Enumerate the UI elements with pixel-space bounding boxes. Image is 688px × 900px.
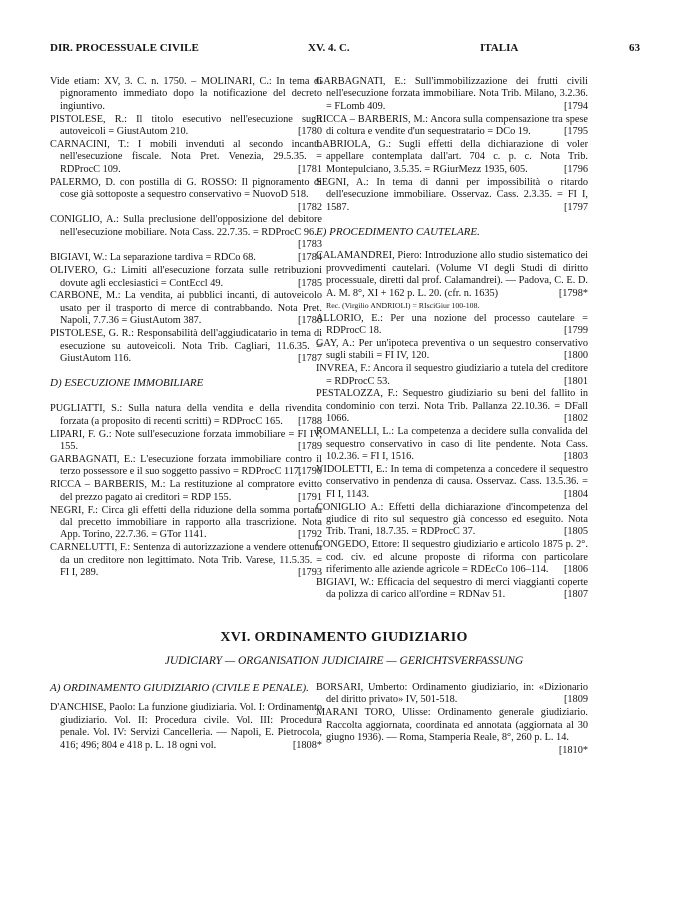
- page-number: 63: [629, 42, 640, 54]
- right-column-top: [316, 76, 588, 602]
- entry-number: [1793: [297, 567, 322, 579]
- bibliography-entry: [50, 403, 322, 428]
- entry-number: [1783: [297, 239, 322, 251]
- entry-text: CONIGLIO A.: Effetti della dichiarazione d'incompetenza del giudice di rito sul sequestro già concesso ed eseguito. Nota Trib. Trani, 18.7.35. = RDProcC 37.: [316, 501, 588, 538]
- bibliography-entry: [50, 76, 322, 113]
- entry-text: GARBAGNATI, E.: Sull'immobilizzazione dei frutti civili nell'esecuzione forzata immobiliare. Nota Trib. Milano, 3.2.36. = FLomb 409.: [316, 76, 588, 112]
- entry-number: [1792: [297, 529, 322, 541]
- chapter-title: XVI. ORDINAMENTO GIUDIZIARIO: [220, 630, 468, 645]
- bibliography-entry: [316, 426, 588, 463]
- entry-text: CONIGLIO, A.: Sulla preclusione dell'opposizione del debitore nell'esecuzione mobiliare. Nota Cass. 22.7.35. = RDProcC 96.: [50, 214, 322, 238]
- entry-number: [1787: [297, 352, 322, 364]
- entry-text: CONGEDO, Ettore: Il sequestro giudiziario e articolo 1875 p. 2°. cod. civ. ed alcune proposte di riforma con particolare riferimento alle aziende agricole = RDEcCo 106–114.: [316, 539, 588, 576]
- bibliography-entry: [316, 388, 588, 425]
- header-country: ITALIA: [480, 42, 519, 54]
- entry-number: [1784: [297, 252, 322, 264]
- entry-text: PESTALOZZA, F.: Sequestro giudiziario su beni del fallito in condominio con terzi. Nota Trib. Pallanza 22.10.36. = DFall 1066.: [316, 388, 588, 425]
- bibliography-entry: [316, 707, 588, 757]
- bibliography-entry: [316, 363, 588, 388]
- entry-number: [1801: [563, 375, 588, 387]
- entry-number: [1803: [563, 450, 588, 462]
- entry-number: [1794: [563, 100, 588, 112]
- running-header: [50, 42, 640, 56]
- bibliography-entry: [316, 682, 588, 707]
- bibliography-entry: [316, 539, 588, 576]
- entry-text: VIDOLETTI, E.: In tema di competenza a concedere il sequestro conservativo in pendenza di causa. Osservaz. Cass. 13.5.36. = FI I, 1143.: [316, 463, 588, 500]
- bibliography-entry: [316, 76, 588, 113]
- entry-number: [1788: [297, 415, 322, 427]
- entry-text: Vide etiam: XV, 3. C. n. 1750. – MOLINARI, C.: In tema di pignoramento immediato dopo la notificazione del decreto ingiuntivo.: [50, 76, 322, 112]
- entry-text: GARBAGNATI, E.: L'esecuzione forzata immobiliare contro il terzo possessore e il suo soggetto passivo = RDProcC 117.: [50, 454, 322, 478]
- section-heading-d: D) ESECUZIONE IMMOBILIARE: [50, 377, 204, 389]
- entry-text: RICCA – BARBERIS, M.: La restituzione al compratore evitto del prezzo pagato ai creditori = RDP 155.: [50, 479, 322, 503]
- entry-text: PUGLIATTI, S.: Sulla natura della vendita e della rivendita forzata (a proposito di recenti scritti) = RDProcC 165.: [50, 403, 322, 427]
- bibliography-entry: [50, 177, 322, 214]
- entry-text: BIGIAVI, W.: La separazione tardiva = RDCo 68.: [50, 252, 256, 264]
- entry-number: [1780: [297, 126, 322, 138]
- entry-text: PALERMO, D. con postilla di G. ROSSO: Il pignoramento di cose già sottoposte a sequestro conservativo = NuovoD 518.: [50, 176, 322, 201]
- bibliography-entry: [50, 139, 322, 176]
- entry-text: RICCA – BARBERIS, M.: Ancora sulla compensazione tra spese di coltura e vendite d'un sequestratario = DCo 19.: [316, 113, 588, 138]
- bibliography-entry: [50, 505, 322, 542]
- bibliography-entry: [50, 252, 322, 264]
- bibliography-entry: [316, 464, 588, 501]
- entry-text: NEGRI, F.: Circa gli effetti della riduzione della somma portata dal precetto immobiliare in rapporto alla trascrizione. Nota App. Torino, 22.7.36. = GTor 1141.: [50, 504, 322, 541]
- entry-number: [1800: [563, 350, 588, 362]
- entry-text: MARANI TORO, Ulisse: Ordinamento generale giudiziario. Raccolta aggiornata, coordinata ed annotata (aggiornata al 30 giugno 1936). — Roma, Stamperia Reale, 8°, 260 p. L. 14.: [316, 707, 588, 744]
- chapter-subtitle: JUDICIARY — ORGANISATION JUDICIAIRE — GERICHTSVERFASSUNG: [164, 655, 524, 667]
- bibliography-entry: [316, 250, 588, 300]
- bibliography-entry: [50, 542, 322, 579]
- right-column-section-a: [316, 682, 588, 757]
- bibliography-entry: [50, 328, 322, 365]
- entry-number: [1802: [563, 413, 588, 425]
- left-column-section-d: [50, 377, 322, 580]
- entry-text: BIGIAVI, W.: Efficacia del sequestro di merci viaggianti coperte da polizza di carico all'ordine = RDNav 51.: [316, 577, 588, 601]
- bibliography-entry: [50, 265, 322, 290]
- bibliography-entry: [50, 429, 322, 454]
- bibliography-entry: [316, 114, 588, 139]
- entry-number: [1797: [563, 201, 588, 213]
- entry-number: [1804: [563, 488, 588, 500]
- left-column-top: [50, 76, 322, 366]
- entry-number: [1796: [563, 163, 588, 175]
- left-column-section-a: [50, 682, 322, 753]
- entry-text: PISTOLESE, G. R.: Responsabilità dell'aggiudicatario in tema di esecuzione su autoveicoli. Nota Trib. Cagliari, 11.6.35. = GiustAutom 116.: [50, 328, 322, 364]
- entry-text: CALAMANDREI, Piero: Introduzione allo studio sistematico dei provvedimenti cautelari. (Volume VI degli Studi di diritto processuale, diretti dal prof. Calamandrei). — Padova, C. E. D. A. M. 8°, XI + 162 p. L. 20. (cfr. n. 1635): [316, 250, 588, 299]
- entry-number: [1807: [563, 589, 588, 601]
- bibliography-entry: [50, 214, 322, 251]
- entry-number: [1790: [297, 466, 322, 478]
- entry-number: [1785: [297, 277, 322, 289]
- bibliography-entry: [50, 702, 322, 752]
- bibliography-entry: [50, 479, 322, 504]
- entry-text: SEGNI, A.: In tema di danni per impossibilità o ritardo dell'esecuzione immobiliare. Osservaz. Cass. 2.3.35. = FI I, 1587.: [316, 176, 588, 213]
- bibliography-entry: [316, 338, 588, 363]
- entry-text: BORSARI, Umberto: Ordinamento giudiziario, in: «Dizionario del diritto privato» IV, 501-518.: [316, 682, 588, 706]
- entry-number: [1786: [297, 315, 322, 327]
- entry-text: ROMANELLI, L.: La competenza a decidere sulla convalida del sequestro conservativo in caso di lite pendente. Nota Cass. 10.2.36. = FI I, 1516.: [316, 426, 588, 462]
- header-code: XV. 4. C.: [308, 42, 350, 54]
- entry-number: [1810*: [558, 744, 588, 756]
- bibliography-entry: [50, 454, 322, 479]
- entry-text: LABRIOLA, G.: Sugli effetti della dichiarazione di voler appellare contemplata dall'art. 704 c. p. c. Nota Trib. Montepulciano, 3.5.35. = RGiurMezz 1935, 605.: [316, 139, 588, 175]
- entry-text: ALLORIO, E.: Per una nozione del processo cautelare = RDProcC 18.: [316, 312, 588, 336]
- entry-text: INVREA, F.: Ancora il sequestro giudiziario a tutela del creditore = RDProcC 53.: [316, 363, 588, 387]
- entry-number: [1806: [563, 564, 588, 576]
- entry-number: [1805: [563, 526, 588, 538]
- entry-number: [1798*: [558, 287, 588, 299]
- bibliography-entry: [316, 177, 588, 214]
- entry-text: CARNACINI, T.: I mobili invenduti al secondo incanto nell'esecuzione fiscale. Nota Pret. Venezia, 29.5.35. = RDProcC 109.: [50, 139, 322, 175]
- section-heading-e: E) PROCEDIMENTO CAUTELARE.: [316, 225, 480, 238]
- entry-number: [1795: [563, 126, 588, 138]
- entry-number: [1809: [563, 694, 588, 706]
- review-note: Rec. (Virgilio ANDRIOLI) = RIsciGiur 100-108.: [326, 300, 480, 310]
- entry-text: CARBONE, M.: La vendita, ai pubblici incanti, di autoveicolo usato per il trasporto di merce di contrabbando. Nota Pret. Napoli, 7.7.36 = GiustAutom 387.: [50, 290, 322, 327]
- entry-number: [1789: [297, 441, 322, 453]
- entry-text: D'ANCHISE, Paolo: La funzione giudiziaria. Vol. I: Ordinamento giudiziario. Vol. II: Procedura civile. Vol. III: Procedura penale. Vol. IV: Servizi Cancelleria. — Napoli, E. Pietrocola, 416; 496; 804 e 418 p. L. 18 ogni vol.: [50, 702, 322, 751]
- bibliography-entry: [316, 577, 588, 602]
- entry-number: [1782: [297, 201, 322, 213]
- entry-text: GAY, A.: Per un'ipoteca preventiva o un sequestro conservativo sugli stabili = FI IV, 120.: [316, 337, 588, 362]
- entry-number: [1799: [563, 324, 588, 336]
- bibliography-entry: [50, 114, 322, 139]
- entry-text: CARNELUTTI, F.: Sentenza di autorizzazione a vendere ottenuta da un creditore non legittimato. Nota Trib. Varese, 11.5.35. = FI I, 289.: [50, 542, 322, 579]
- entry-number: [1781: [297, 163, 322, 175]
- section-heading-a: A) ORDINAMENTO GIUDIZIARIO (CIVILE E PENALE).: [50, 682, 309, 694]
- bibliography-entry: [316, 502, 588, 539]
- bibliography-entry: [316, 139, 588, 176]
- bibliography-entry: [50, 290, 322, 327]
- entry-number: [1808*: [292, 739, 322, 751]
- header-section: DIR. PROCESSUALE CIVILE: [50, 42, 199, 54]
- bibliography-entry: [316, 313, 588, 338]
- entry-text: OLIVERO, G.: Limiti all'esecuzione forzata sulle retribuzioni dovute agli ecclesiastici = ContEccl 49.: [50, 265, 322, 289]
- entry-text: LIPARI, F. G.: Note sull'esecuzione forzata immobiliare = FI IV, 155.: [50, 428, 322, 453]
- entry-number: [1791: [297, 491, 322, 503]
- entry-text: PISTOLESE, R.: Il titolo esecutivo nell'esecuzione sugli autoveicoli = GiustAutom 210.: [50, 113, 322, 138]
